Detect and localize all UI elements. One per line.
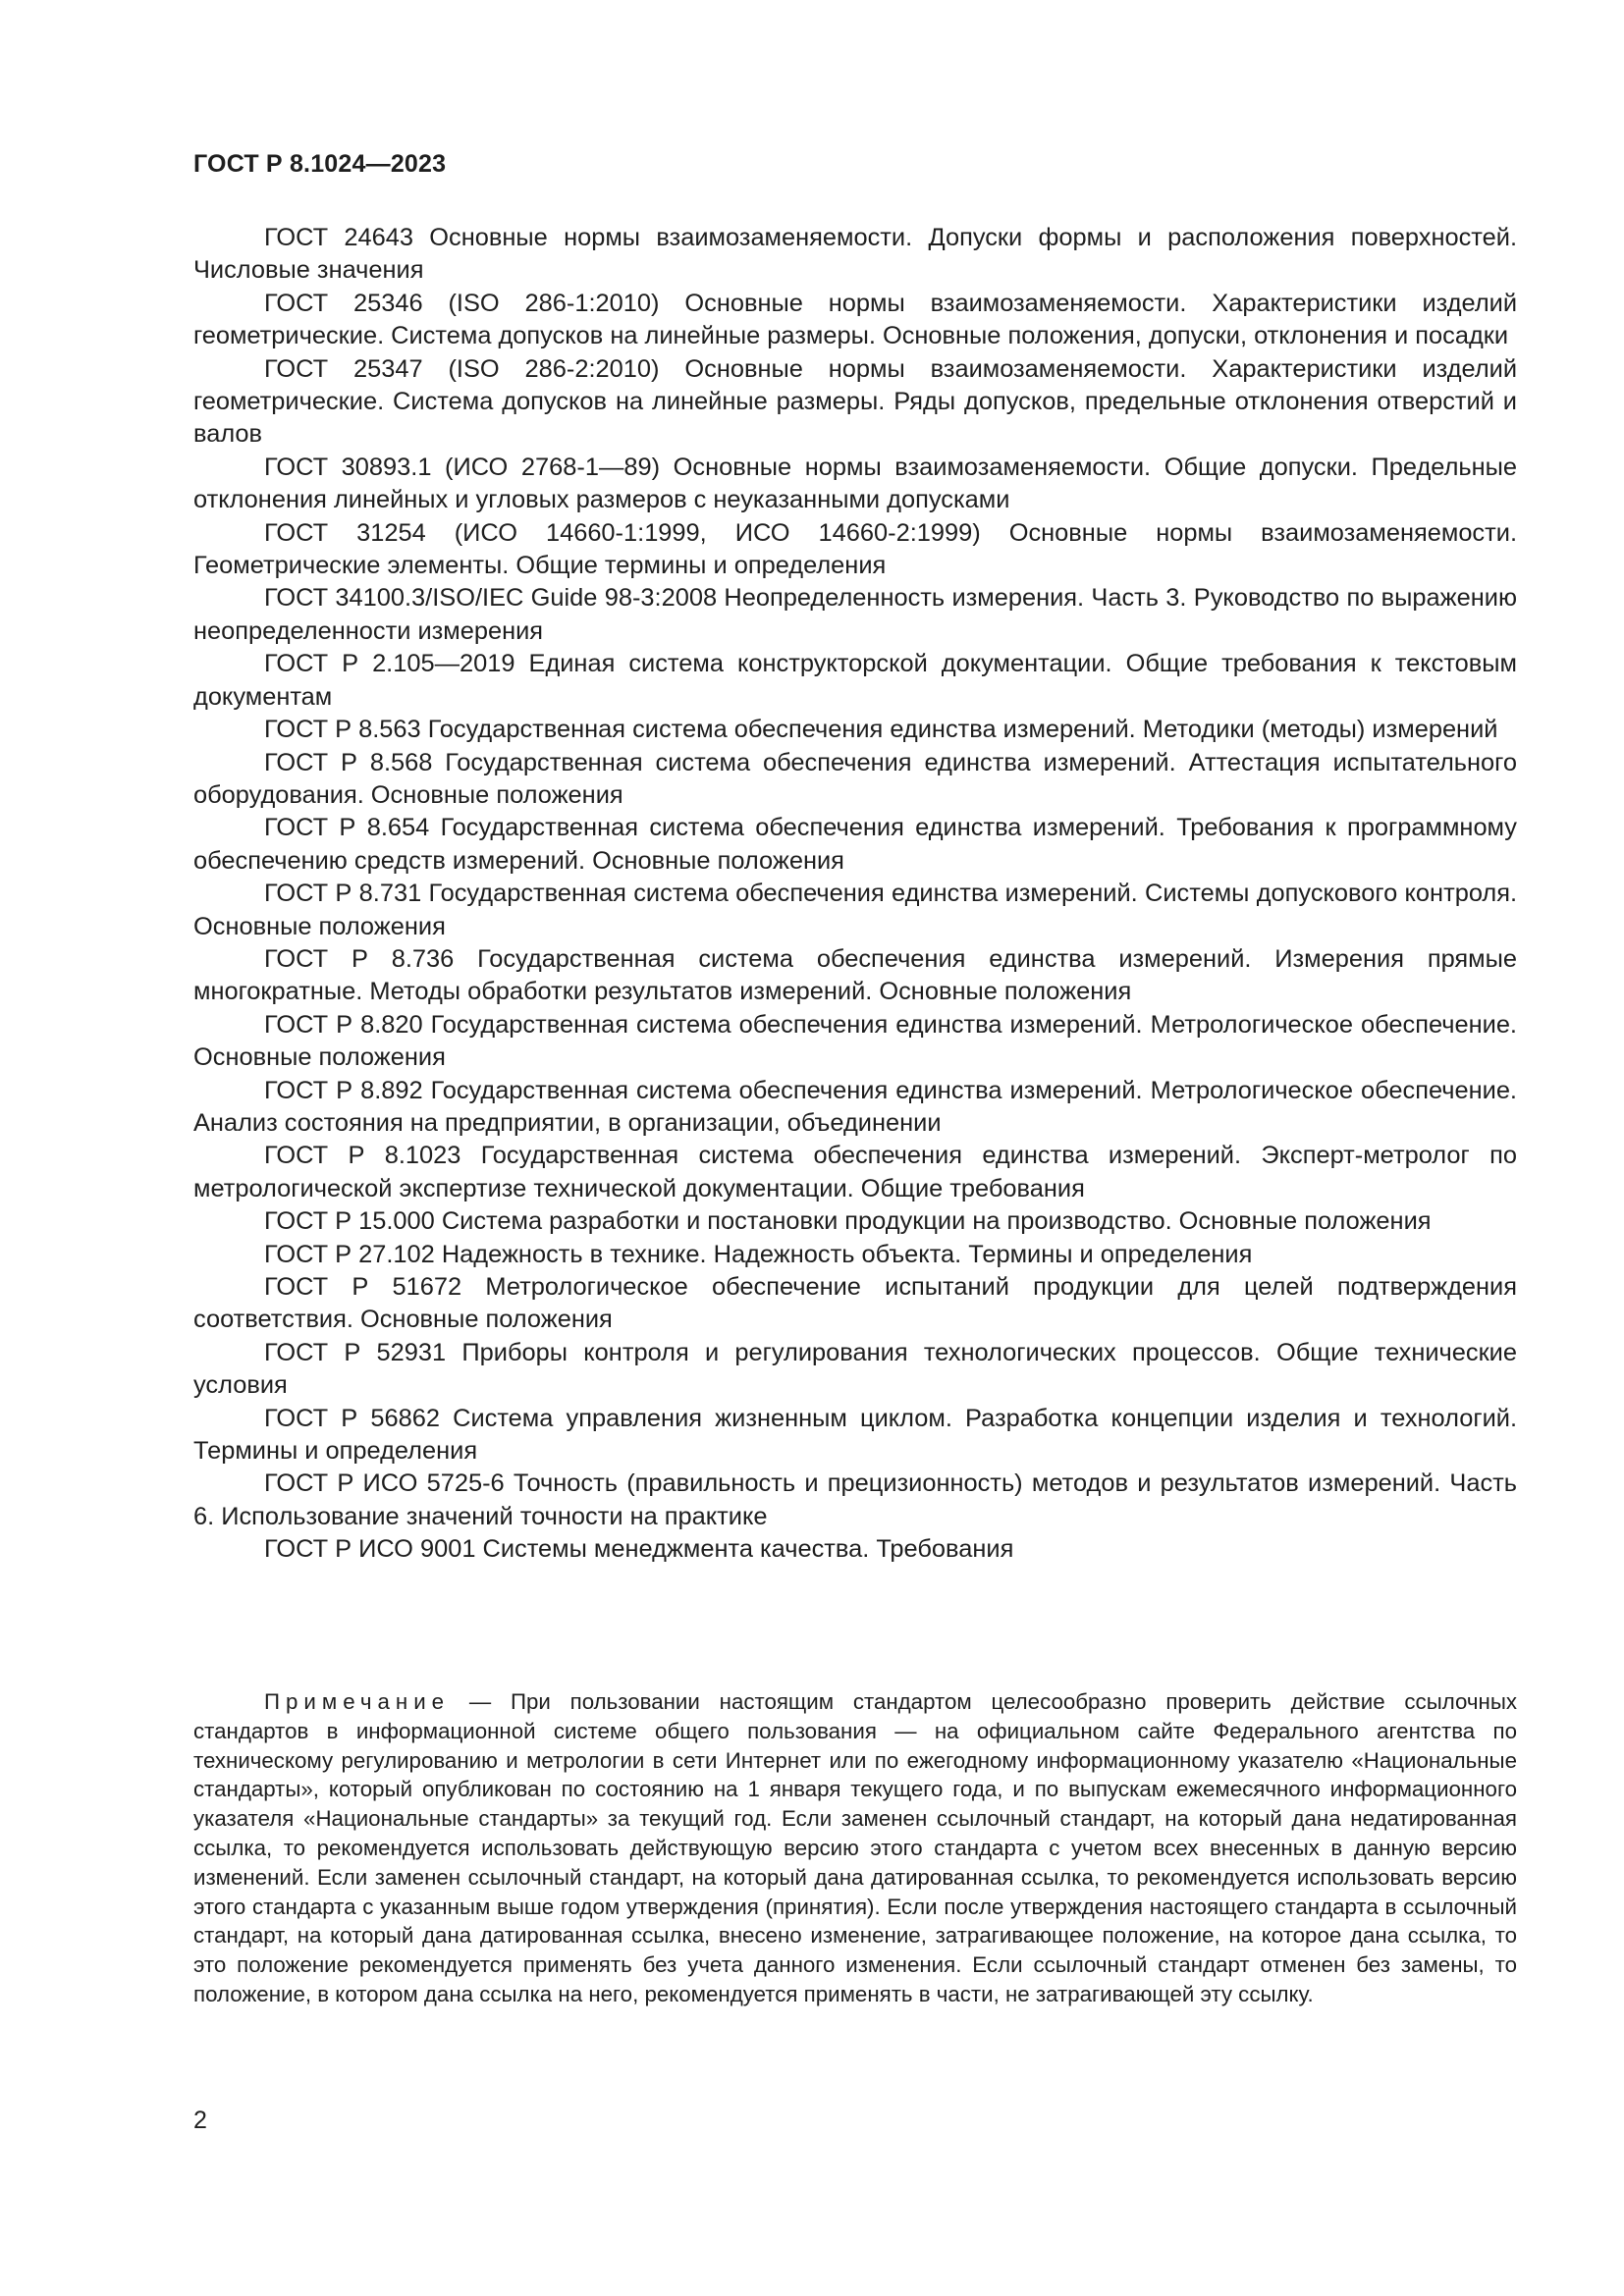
reference-item: ГОСТ 34100.3/ISO/IEC Guide 98-3:2008 Неопределенность измерения. Часть 3. Руководство по выражению неопределенности измерения: [193, 584, 1517, 645]
reference-item: ГОСТ Р 8.731 Государственная система обеспечения единства измерений. Системы допускового контроля. Основные положения: [193, 880, 1517, 940]
note-label: Примечание: [264, 1689, 451, 1714]
reference-item: ГОСТ Р 8.1023 Государственная система обеспечения единства измерений. Эксперт-метролог по метрологической экспертизе технической документации. Общие требования: [193, 1142, 1517, 1202]
reference-item: ГОСТ Р 52931 Приборы контроля и регулирования технологических процессов. Общие технические условия: [193, 1338, 1517, 1400]
page-number: 2: [193, 2107, 207, 2134]
normative-references-list: [193, 222, 1517, 1567]
reference-item: ГОСТ Р 2.105—2019 Единая система конструкторской документации. Общие требования к текстовым документам: [193, 650, 1517, 711]
reference-item: ГОСТ Р ИСО 5725-6 Точность (правильность и прецизионность) методов и результатов измерений. Часть 6. Использование значений точности на практике: [193, 1469, 1517, 1530]
reference-item: ГОСТ 24643 Основные нормы взаимозаменяемости. Допуски формы и расположения поверхностей. Числовые значения: [193, 224, 1517, 285]
reference-item: ГОСТ Р 8.892 Государственная система обеспечения единства измерений. Метрологическое обеспечение. Анализ состояния на предприятии, в организации, объединении: [193, 1076, 1517, 1137]
reference-item: ГОСТ Р 51672 Метрологическое обеспечение испытаний продукции для целей подтверждения соответствия. Основные положения: [193, 1273, 1517, 1334]
note-paragraph: [193, 1687, 1517, 2009]
reference-item: ГОСТ Р 8.820 Государственная система обеспечения единства измерений. Метрологическое обеспечение. Основные положения: [193, 1010, 1517, 1072]
reference-item: ГОСТ Р 8.654 Государственная система обеспечения единства измерений. Требования к программному обеспечению средств измерений. Основные положения: [193, 814, 1517, 875]
reference-item: ГОСТ Р 8.568 Государственная система обеспечения единства измерений. Аттестация испытательного оборудования. Основные положения: [193, 748, 1517, 809]
note-text: — При пользовании настоящим стандартом целесообразно проверить действие ссылочных стандартов в информационной системе общего пользования — на официальном сайте Федерального агентства по техническому регулированию и метрологии в сети Интернет или по ежегодному информационному указателю «Национальные стандарты», который опубликован по состоянию на 1 января текущего года, и по выпускам ежемесячного информационного указателя «Национальные стандарты» за текущий год. Если заменен ссылочный стандарт, на который дана недатированная ссылка, то рекомендуется использовать действующую версию этого стандарта с учетом всех внесенных в данную версию изменений. Если заменен ссылочный стандарт, на который дана датированная ссылка, то рекомендуется использовать версию этого стандарта с указанным выше годом утверждения (принятия). Если после утверждения настоящего стандарта в ссылочный стандарт, на который дана датированная ссылка, внесено изменение, затрагивающее положение, на которое дана ссылка, то это положение рекомендуется применять без учета данного изменения. Если ссылочный стандарт отменен без замены, то положение, в котором дана ссылка на него, рекомендуется применять в части, не затрагивающей эту ссылку.: [193, 1689, 1517, 2006]
reference-item: ГОСТ 30893.1 (ИСО 2768-1—89) Основные нормы взаимозаменяемости. Общие допуски. Предельные отклонения линейных и угловых размеров с неуказанными допусками: [193, 453, 1517, 514]
reference-item: ГОСТ Р 15.000 Система разработки и постановки продукции на производство. Основные положения: [264, 1207, 1432, 1236]
reference-item: ГОСТ Р 8.736 Государственная система обеспечения единства измерений. Измерения прямые многократные. Методы обработки результатов измерений. Основные положения: [193, 944, 1517, 1006]
reference-item: ГОСТ 25347 (ISO 286-2:2010) Основные нормы взаимозаменяемости. Характеристики изделий геометрические. Система допусков на линейные размеры. Ряды допусков, предельные отклонения отверстий и валов: [193, 354, 1517, 449]
reference-item: ГОСТ Р 27.102 Надежность в технике. Надежность объекта. Термины и определения: [264, 1240, 1253, 1268]
reference-item: ГОСТ Р 8.563 Государственная система обеспечения единства измерений. Методики (методы) измерений: [264, 716, 1498, 744]
reference-item: ГОСТ Р ИСО 9001 Системы менеджмента качества. Требования: [264, 1535, 1014, 1564]
reference-item: ГОСТ 25346 (ISO 286-1:2010) Основные нормы взаимозаменяемости. Характеристики изделий геометрические. Система допусков на линейные размеры. Основные положения, допуски, отклонения и посадки: [193, 289, 1517, 350]
reference-item: ГОСТ Р 56862 Система управления жизненным циклом. Разработка концепции изделия и технологий. Термины и определения: [193, 1404, 1517, 1466]
document-number-header: ГОСТ Р 8.1024—2023: [193, 150, 447, 178]
reference-item: ГОСТ 31254 (ИСО 14660-1:1999, ИСО 14660-2:1999) Основные нормы взаимозаменяемости. Геометрические элементы. Общие термины и определения: [193, 518, 1517, 580]
